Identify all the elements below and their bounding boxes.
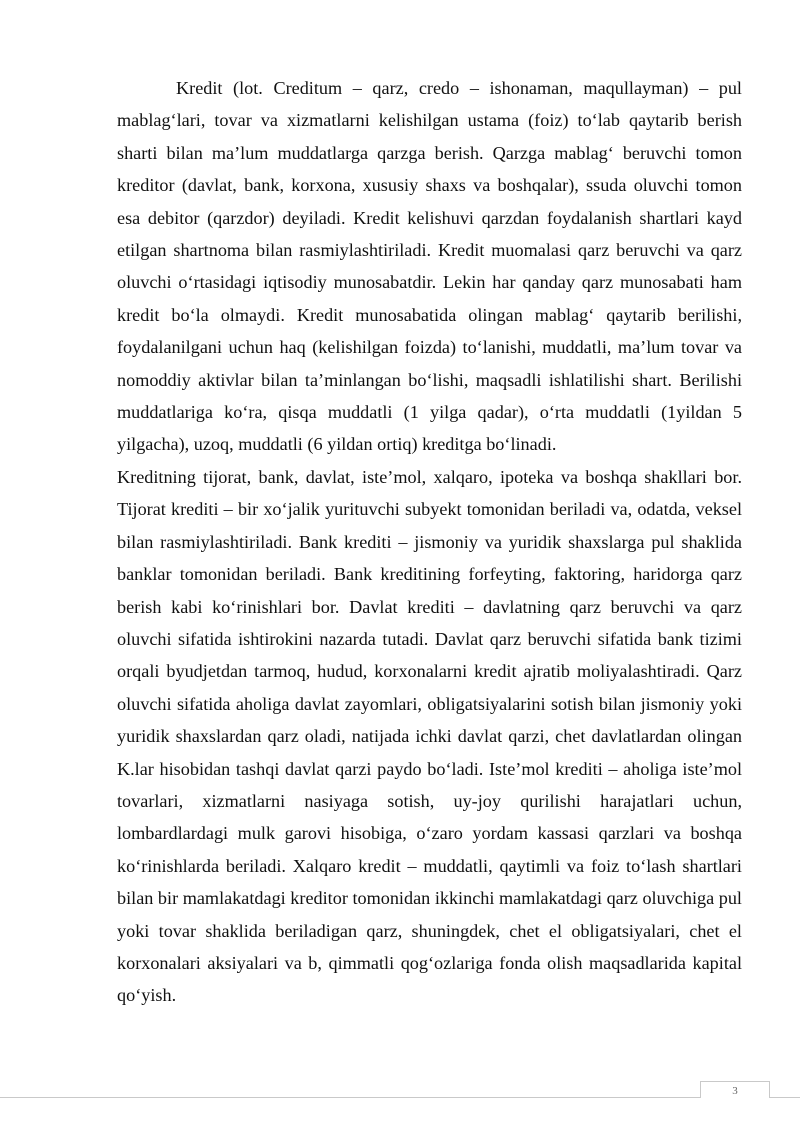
footer-divider [0,1097,800,1098]
paragraph-kredit-definition: Kredit (lot. Creditum – qarz, credo – ishonaman, maqullayman) – pul mablag‘lari, tovar va xizmatlarni kelishilgan ustama (foiz) to‘lab qaytarib berish sharti bilan ma’lum muddatlarga qarzga berish. Qarzga mablag‘ beruvchi tomon kreditor (davlat, bank, korxona, xususiy shaxs va boshqalar), ssuda oluvchi tomon esa debitor (qarzdor) deyiladi. Kredit kelishuvi qarzdan foydalanish shartlari kayd etilgan shartnoma bilan rasmiylashtiriladi. Kredit muomalasi qarz beruvchi va qarz oluvchi o‘rtasidagi iqtisodiy munosabatdir. Lekin har qanday qarz munosabati ham kredit bo‘la olmaydi. Kredit munosabatida olingan mablag‘ qaytarib berilishi, foydalanilgani uchun haq (kelishilgan foizda) to‘lanishi, muddatli, ma’lum tovar va nomoddiy aktivlar bilan ta’minlangan bo‘lishi, maqsadli ishlatilishi shart. Berilishi muddatlariga ko‘ra, qisqa muddatli (1 yilga qadar), o‘rta muddatli (1yildan 5 yilgacha), uzoq, muddatli (6 yildan ortiq) kreditga bo‘linadi. [117,78,742,455]
paragraph-kredit-types: Kreditning tijorat, bank, davlat, iste’mol, xalqaro, ipoteka va boshqa shakllari bor. Tijorat krediti – bir xo‘jalik yurituvchi subyekt tomonidan beriladi va, odatda, veksel bilan rasmiylashtiriladi. Bank krediti – jismoniy va yuridik shaxslarga pul shaklida banklar tomonidan beriladi. Bank kreditining forfeyting, faktoring, haridorga qarz berish kabi ko‘rinishlari bor. Davlat krediti – davlatning qarz beruvchi va qarz oluvchi sifatida ishtirokini nazarda tutadi. Davlat qarz beruvchi sifatida bank tizimi orqali byudjetdan tarmoq, hudud, korxonalarni kredit ajratib moliyalashtiradi. Qarz oluvchi sifatida aholiga davlat zayomlari, obligatsiyalarini sotish bilan jismoniy yoki yuridik shaxslardan qarz oladi, natijada ichki davlat qarzi, chet davlatlardan olingan K.lar hisobidan tashqi davlat qarzi paydo bo‘ladi. Iste’mol krediti – aholiga iste’mol tovarlari, xizmatlarni nasiyaga sotish, uy-joy qurilishi harajatlari uchun, lombardlardagi mulk garovi hisobiga, o‘zaro yordam kassasi qarzlari va boshqa ko‘rinishlarda beriladi. Xalqaro kredit – muddatli, qaytimli va foiz to‘lash shartlari bilan bir mamlakatdagi kreditor tomonidan ikkinchi mamlakatdagi qarz oluvchiga pul yoki tovar shaklida beriladigan qarz, shuningdek, chet el obligatsiyalari, chet el korxonalari aksiyalari va b, qimmatli qog‘ozlariga fonda olish maqsadlarida kapital qo‘yish. [117,466,742,1006]
page-number-box [700,1081,770,1098]
page-number: 3 [732,1085,738,1097]
body-text [117,72,742,1012]
